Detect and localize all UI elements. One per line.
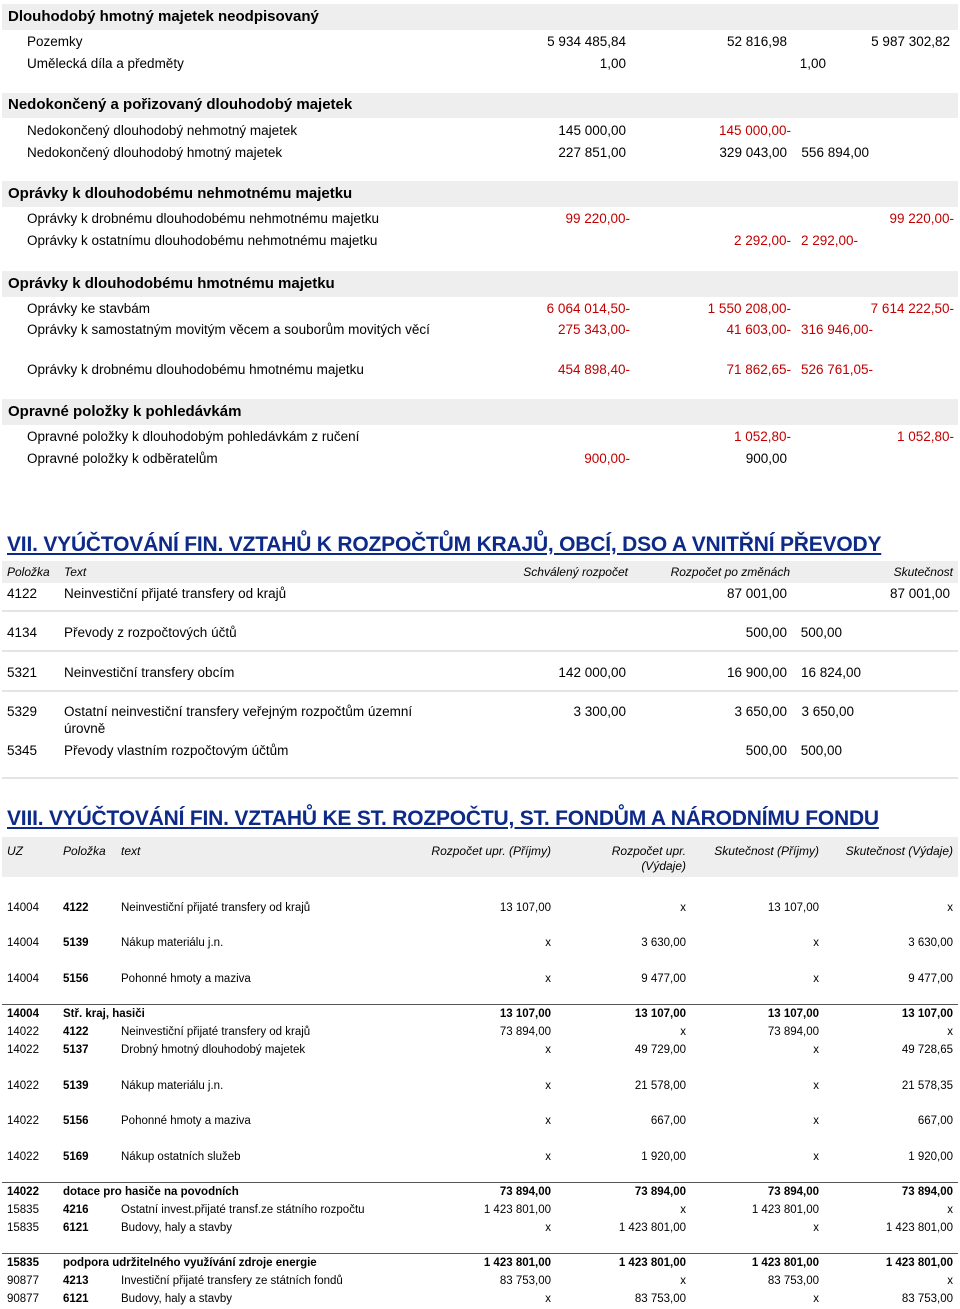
row-value-3: 7 614 222,50-: [870, 301, 954, 316]
table-cell-rv: x: [680, 1026, 686, 1038]
table-cell-sp: x: [813, 973, 819, 985]
row-divider: [2, 610, 958, 612]
row-label: Nedokončený dlouhodobý nehmotný majetek: [27, 123, 298, 138]
table-cell-rp: 1 423 801,00: [483, 1204, 551, 1216]
table-cell-pol: 4122: [63, 1026, 89, 1038]
table-cell-rv: x: [680, 1204, 686, 1216]
row-value-1: 1,00: [599, 56, 626, 71]
table-cell-uz: 14004: [7, 902, 39, 914]
table-cell-sp: 13 107,00: [767, 1008, 819, 1020]
table-cell-text: Neinvestiční přijaté transfery od krajů: [121, 902, 311, 914]
table-cell-rv: 13 107,00: [634, 1008, 686, 1020]
table-row-po-zmenach: 3 650,00: [734, 704, 787, 719]
row-label: Pozemky: [27, 34, 83, 49]
group-title-opravky-nehm: Oprávky k dlouhodobému nehmotnému majetku: [8, 185, 353, 202]
table-cell-sv: 1 423 801,00: [885, 1222, 953, 1234]
table-cell-sp: 1 423 801,00: [751, 1204, 819, 1216]
table-cell-sv: x: [947, 902, 953, 914]
table-cell-pol: dotace pro hasiče na povodních: [63, 1186, 239, 1198]
table-row-schvaleny: 142 000,00: [558, 665, 626, 680]
group-title-hmotny: Dlouhodobý hmotný majetek neodpisovaný: [8, 8, 319, 25]
table-cell-uz: 14022: [7, 1026, 39, 1038]
row-value-2: 1 550 208,00-: [707, 301, 791, 316]
row-value-3: 526 761,05-: [800, 362, 873, 377]
table-cell-uz: 15835: [7, 1257, 39, 1269]
row-value-1: 6 064 014,50-: [546, 301, 630, 316]
table-cell-sv: 83 753,00: [901, 1293, 953, 1305]
col-header-rp: Rozpočet upr. (Příjmy): [431, 844, 551, 858]
table-cell-sp: 1 423 801,00: [751, 1257, 819, 1269]
table-cell-rv: 9 477,00: [641, 973, 686, 985]
row-value-2: 41 603,00-: [726, 322, 791, 337]
table-cell-rp: x: [545, 1044, 551, 1056]
row-value-2: 71 862,65-: [726, 362, 791, 377]
row-value-3: 556 894,00: [801, 145, 869, 160]
table-row-po-zmenach: 500,00: [745, 743, 787, 758]
table-cell-sv: x: [947, 1026, 953, 1038]
row-label: Oprávky k drobnému dlouhodobému nehmotnému majetku: [27, 211, 379, 226]
table-cell-rp: x: [545, 973, 551, 985]
table-cell-text: Nákup materiálu j.n.: [121, 1080, 224, 1092]
table-cell-sp: 73 894,00: [767, 1186, 819, 1198]
table-cell-uz: 14004: [7, 973, 39, 985]
table-cell-rp: x: [545, 1080, 551, 1092]
table-cell-text: Pohonné hmoty a maziva: [121, 1115, 251, 1127]
group-title-opravne: Opravné položky k pohledávkám: [8, 403, 242, 420]
table-cell-text: Budovy, haly a stavby: [121, 1222, 233, 1234]
table-cell-sv: 667,00: [917, 1115, 953, 1127]
table-cell-rv: x: [680, 902, 686, 914]
table-cell-sv: 3 630,00: [908, 937, 953, 949]
table-cell-rp: 1 423 801,00: [483, 1257, 551, 1269]
table-cell-sp: x: [813, 1044, 819, 1056]
group-title-nedokonceny: Nedokončený a pořizovaný dlouhodobý majetek: [8, 96, 353, 113]
table-row-skutecnost: 87 001,00: [889, 586, 950, 601]
table-cell-pol: 5139: [63, 937, 89, 949]
table-cell-rv: 1 423 801,00: [618, 1257, 686, 1269]
table-cell-rv: 1 423 801,00: [618, 1222, 686, 1234]
col-header-uz: UZ: [7, 844, 23, 858]
row-label: Umělecká díla a předměty: [27, 56, 184, 71]
table-cell-pol: 4216: [63, 1204, 89, 1216]
row-label: Oprávky k ostatnímu dlouhodobému nehmotnému majetku: [27, 233, 378, 248]
table-cell-pol: podpora udržitelného využívání zdroje energie: [63, 1257, 317, 1269]
table-row-text: Neinvestiční transfery obcím: [64, 665, 235, 680]
row-value-3: 2 292,00-: [800, 233, 858, 248]
col-header-sv: Skutečnost (Výdaje): [845, 844, 953, 858]
table-cell-sp: x: [813, 1151, 819, 1163]
row-value-2: 52 816,98: [726, 34, 787, 49]
table-row-polozka: 5329: [7, 704, 38, 719]
col-header-skutecnost: Skutečnost: [893, 565, 953, 579]
row-value-1: 99 220,00-: [565, 211, 630, 226]
table-cell-rv: 49 729,00: [634, 1044, 686, 1056]
table-cell-rv: 667,00: [650, 1115, 686, 1127]
table-cell-uz: 90877: [7, 1293, 39, 1305]
section-vii-header-band: [2, 561, 958, 583]
table-cell-text: Nákup materiálu j.n.: [121, 937, 224, 949]
table-cell-sv: 9 477,00: [908, 973, 953, 985]
col-header-text: Text: [64, 565, 87, 579]
row-divider: [2, 777, 958, 779]
table-cell-sp: x: [813, 937, 819, 949]
table-row-polozka: 4134: [7, 625, 38, 640]
row-value-1: 227 851,00: [558, 145, 626, 160]
table-cell-rv: x: [680, 1275, 686, 1287]
table-cell-rp: x: [545, 1293, 551, 1305]
row-value-1: 275 343,00-: [557, 322, 630, 337]
row-value-1: 900,00-: [584, 451, 630, 466]
row-value-2: 900,00: [745, 451, 787, 466]
col-header-sp: Skutečnost (Příjmy): [714, 844, 819, 858]
table-cell-rp: x: [545, 937, 551, 949]
table-cell-sv: x: [947, 1204, 953, 1216]
row-value-1: 454 898,40-: [557, 362, 630, 377]
table-cell-rv: 73 894,00: [634, 1186, 686, 1198]
table-cell-rv: 1 920,00: [641, 1151, 686, 1163]
table-cell-sp: x: [813, 1222, 819, 1234]
row-value-3: 1 052,80-: [896, 429, 954, 444]
table-cell-rv: 21 578,00: [634, 1080, 686, 1092]
row-value-2: 1,00: [799, 56, 826, 71]
table-row-skutecnost: 3 650,00: [801, 704, 854, 719]
table-cell-sp: 83 753,00: [767, 1275, 819, 1287]
table-row-skutecnost: 16 824,00: [800, 665, 861, 680]
table-cell-rv: 3 630,00: [641, 937, 686, 949]
row-label: Opravné položky k odběratelům: [27, 451, 218, 466]
table-cell-text: Ostatní invest.přijaté transf.ze státního rozpočtu: [121, 1204, 365, 1216]
col-header-polozka: Položka: [63, 844, 106, 858]
table-cell-pol: 5156: [63, 973, 89, 985]
table-cell-sv: 1 423 801,00: [885, 1257, 953, 1269]
table-row-text: Neinvestiční přijaté transfery od krajů: [64, 586, 287, 601]
row-value-2: 329 043,00: [719, 145, 787, 160]
table-cell-sv: 21 578,35: [901, 1080, 953, 1092]
table-cell-text: Nákup ostatních služeb: [121, 1151, 241, 1163]
table-cell-rv: 83 753,00: [634, 1293, 686, 1305]
table-cell-pol: 6121: [63, 1293, 89, 1305]
table-cell-rp: 73 894,00: [499, 1026, 551, 1038]
table-cell-rp: 73 894,00: [499, 1186, 551, 1198]
row-divider: [2, 650, 958, 652]
table-cell-uz: 14022: [7, 1186, 39, 1198]
table-cell-rp: x: [545, 1115, 551, 1127]
table-cell-sv: x: [947, 1275, 953, 1287]
table-cell-rp: x: [545, 1222, 551, 1234]
table-row-po-zmenach: 16 900,00: [726, 665, 787, 680]
col-header-polozka: Položka: [7, 565, 50, 579]
row-value-3: 316 946,00-: [800, 322, 873, 337]
row-value-1: 145 000,00: [558, 123, 626, 138]
col-header-rv-2: (Výdaje): [641, 859, 686, 873]
row-label: Nedokončený dlouhodobý hmotný majetek: [27, 145, 283, 160]
table-cell-sp: 13 107,00: [767, 902, 819, 914]
table-cell-sp: x: [813, 1080, 819, 1092]
subtotal-separator: [2, 1004, 958, 1005]
row-label: Oprávky k drobnému dlouhodobému hmotnému majetku: [27, 362, 364, 377]
subtotal-separator: [2, 1182, 958, 1183]
table-row-skutecnost: 500,00: [800, 625, 842, 640]
table-row-polozka: 5345: [7, 743, 38, 758]
table-cell-sp: x: [813, 1293, 819, 1305]
table-row-skutecnost: 500,00: [800, 743, 842, 758]
table-cell-sp: 73 894,00: [767, 1026, 819, 1038]
row-value-1: 5 934 485,84: [547, 34, 626, 49]
table-row-text: Převody z rozpočtových účtů: [64, 625, 237, 640]
table-cell-sv: 49 728,65: [901, 1044, 953, 1056]
table-cell-pol: 4213: [63, 1275, 89, 1287]
table-cell-text: Investiční přijaté transfery ze státních fondů: [121, 1275, 343, 1287]
table-cell-uz: 14004: [7, 1008, 39, 1020]
table-cell-uz: 90877: [7, 1275, 39, 1287]
table-row-schvaleny: 3 300,00: [573, 704, 626, 719]
table-row-po-zmenach: 87 001,00: [726, 586, 787, 601]
table-cell-sp: x: [813, 1115, 819, 1127]
subtotal-separator: [2, 1253, 958, 1254]
table-row-text: Převody vlastním rozpočtovým účtům: [64, 743, 289, 758]
section-vii-title: VII. VYÚČTOVÁNÍ FIN. VZTAHŮ K ROZPOČTŮM KRAJŮ, OBCÍ, DSO A VNITŘNÍ PŘEVODY: [7, 533, 882, 556]
col-header-rv: Rozpočet upr.: [611, 844, 686, 858]
group-title-opravky-hmot: Oprávky k dlouhodobému hmotnému majetku: [8, 275, 335, 292]
table-row-polozka: 4122: [7, 586, 38, 601]
table-cell-uz: 14004: [7, 937, 39, 949]
table-cell-uz: 14022: [7, 1151, 39, 1163]
table-cell-sv: 13 107,00: [901, 1008, 953, 1020]
table-cell-rp: 13 107,00: [499, 902, 551, 914]
row-value-2: 145 000,00-: [718, 123, 791, 138]
row-label: Oprávky ke stavbám: [27, 301, 151, 316]
table-cell-pol: 5156: [63, 1115, 89, 1127]
row-value-2: 2 292,00-: [733, 233, 791, 248]
col-header-text: text: [121, 844, 141, 858]
section-viii-title: VIII. VYÚČTOVÁNÍ FIN. VZTAHŮ KE ST. ROZPOČTU, ST. FONDŮM A NÁRODNÍMU FONDU: [7, 807, 879, 830]
table-cell-text: Pohonné hmoty a maziva: [121, 973, 251, 985]
col-header-po-zmenach: Rozpočet po změnách: [670, 565, 790, 579]
table-cell-text: Drobný hmotný dlouhodobý majetek: [121, 1044, 306, 1056]
col-header-schvaleny: Schválený rozpočet: [523, 565, 628, 579]
row-value-3: 5 987 302,82: [871, 34, 950, 49]
table-cell-rp: x: [545, 1151, 551, 1163]
row-value-3: 99 220,00-: [889, 211, 954, 226]
row-label: Opravné položky k dlouhodobým pohledávkám z ručení: [27, 429, 360, 444]
table-row-polozka: 5321: [7, 665, 38, 680]
row-divider: [2, 690, 958, 692]
table-cell-rp: 13 107,00: [499, 1008, 551, 1020]
table-row-text-cont: úrovně: [64, 721, 106, 736]
table-cell-sv: 73 894,00: [901, 1186, 953, 1198]
table-cell-uz: 14022: [7, 1044, 39, 1056]
table-cell-pol: 5169: [63, 1151, 89, 1163]
table-cell-sv: 1 920,00: [908, 1151, 953, 1163]
table-cell-rp: 83 753,00: [499, 1275, 551, 1287]
table-row-text: Ostatní neinvestiční transfery veřejným rozpočtům územní: [64, 704, 413, 719]
table-cell-uz: 14022: [7, 1115, 39, 1127]
table-cell-text: Neinvestiční přijaté transfery od krajů: [121, 1026, 311, 1038]
row-value-2: 1 052,80-: [733, 429, 791, 444]
table-cell-uz: 14022: [7, 1080, 39, 1092]
table-cell-pol: 6121: [63, 1222, 89, 1234]
table-cell-uz: 15835: [7, 1204, 39, 1216]
table-cell-pol: Stř. kraj, hasiči: [63, 1008, 145, 1020]
table-cell-pol: 5137: [63, 1044, 89, 1056]
table-row-po-zmenach: 500,00: [745, 625, 787, 640]
table-cell-pol: 4122: [63, 902, 89, 914]
table-cell-pol: 5139: [63, 1080, 89, 1092]
table-cell-uz: 15835: [7, 1222, 39, 1234]
row-label: Oprávky k samostatným movitým věcem a souborům movitých věcí: [27, 322, 430, 337]
table-cell-text: Budovy, haly a stavby: [121, 1293, 233, 1305]
